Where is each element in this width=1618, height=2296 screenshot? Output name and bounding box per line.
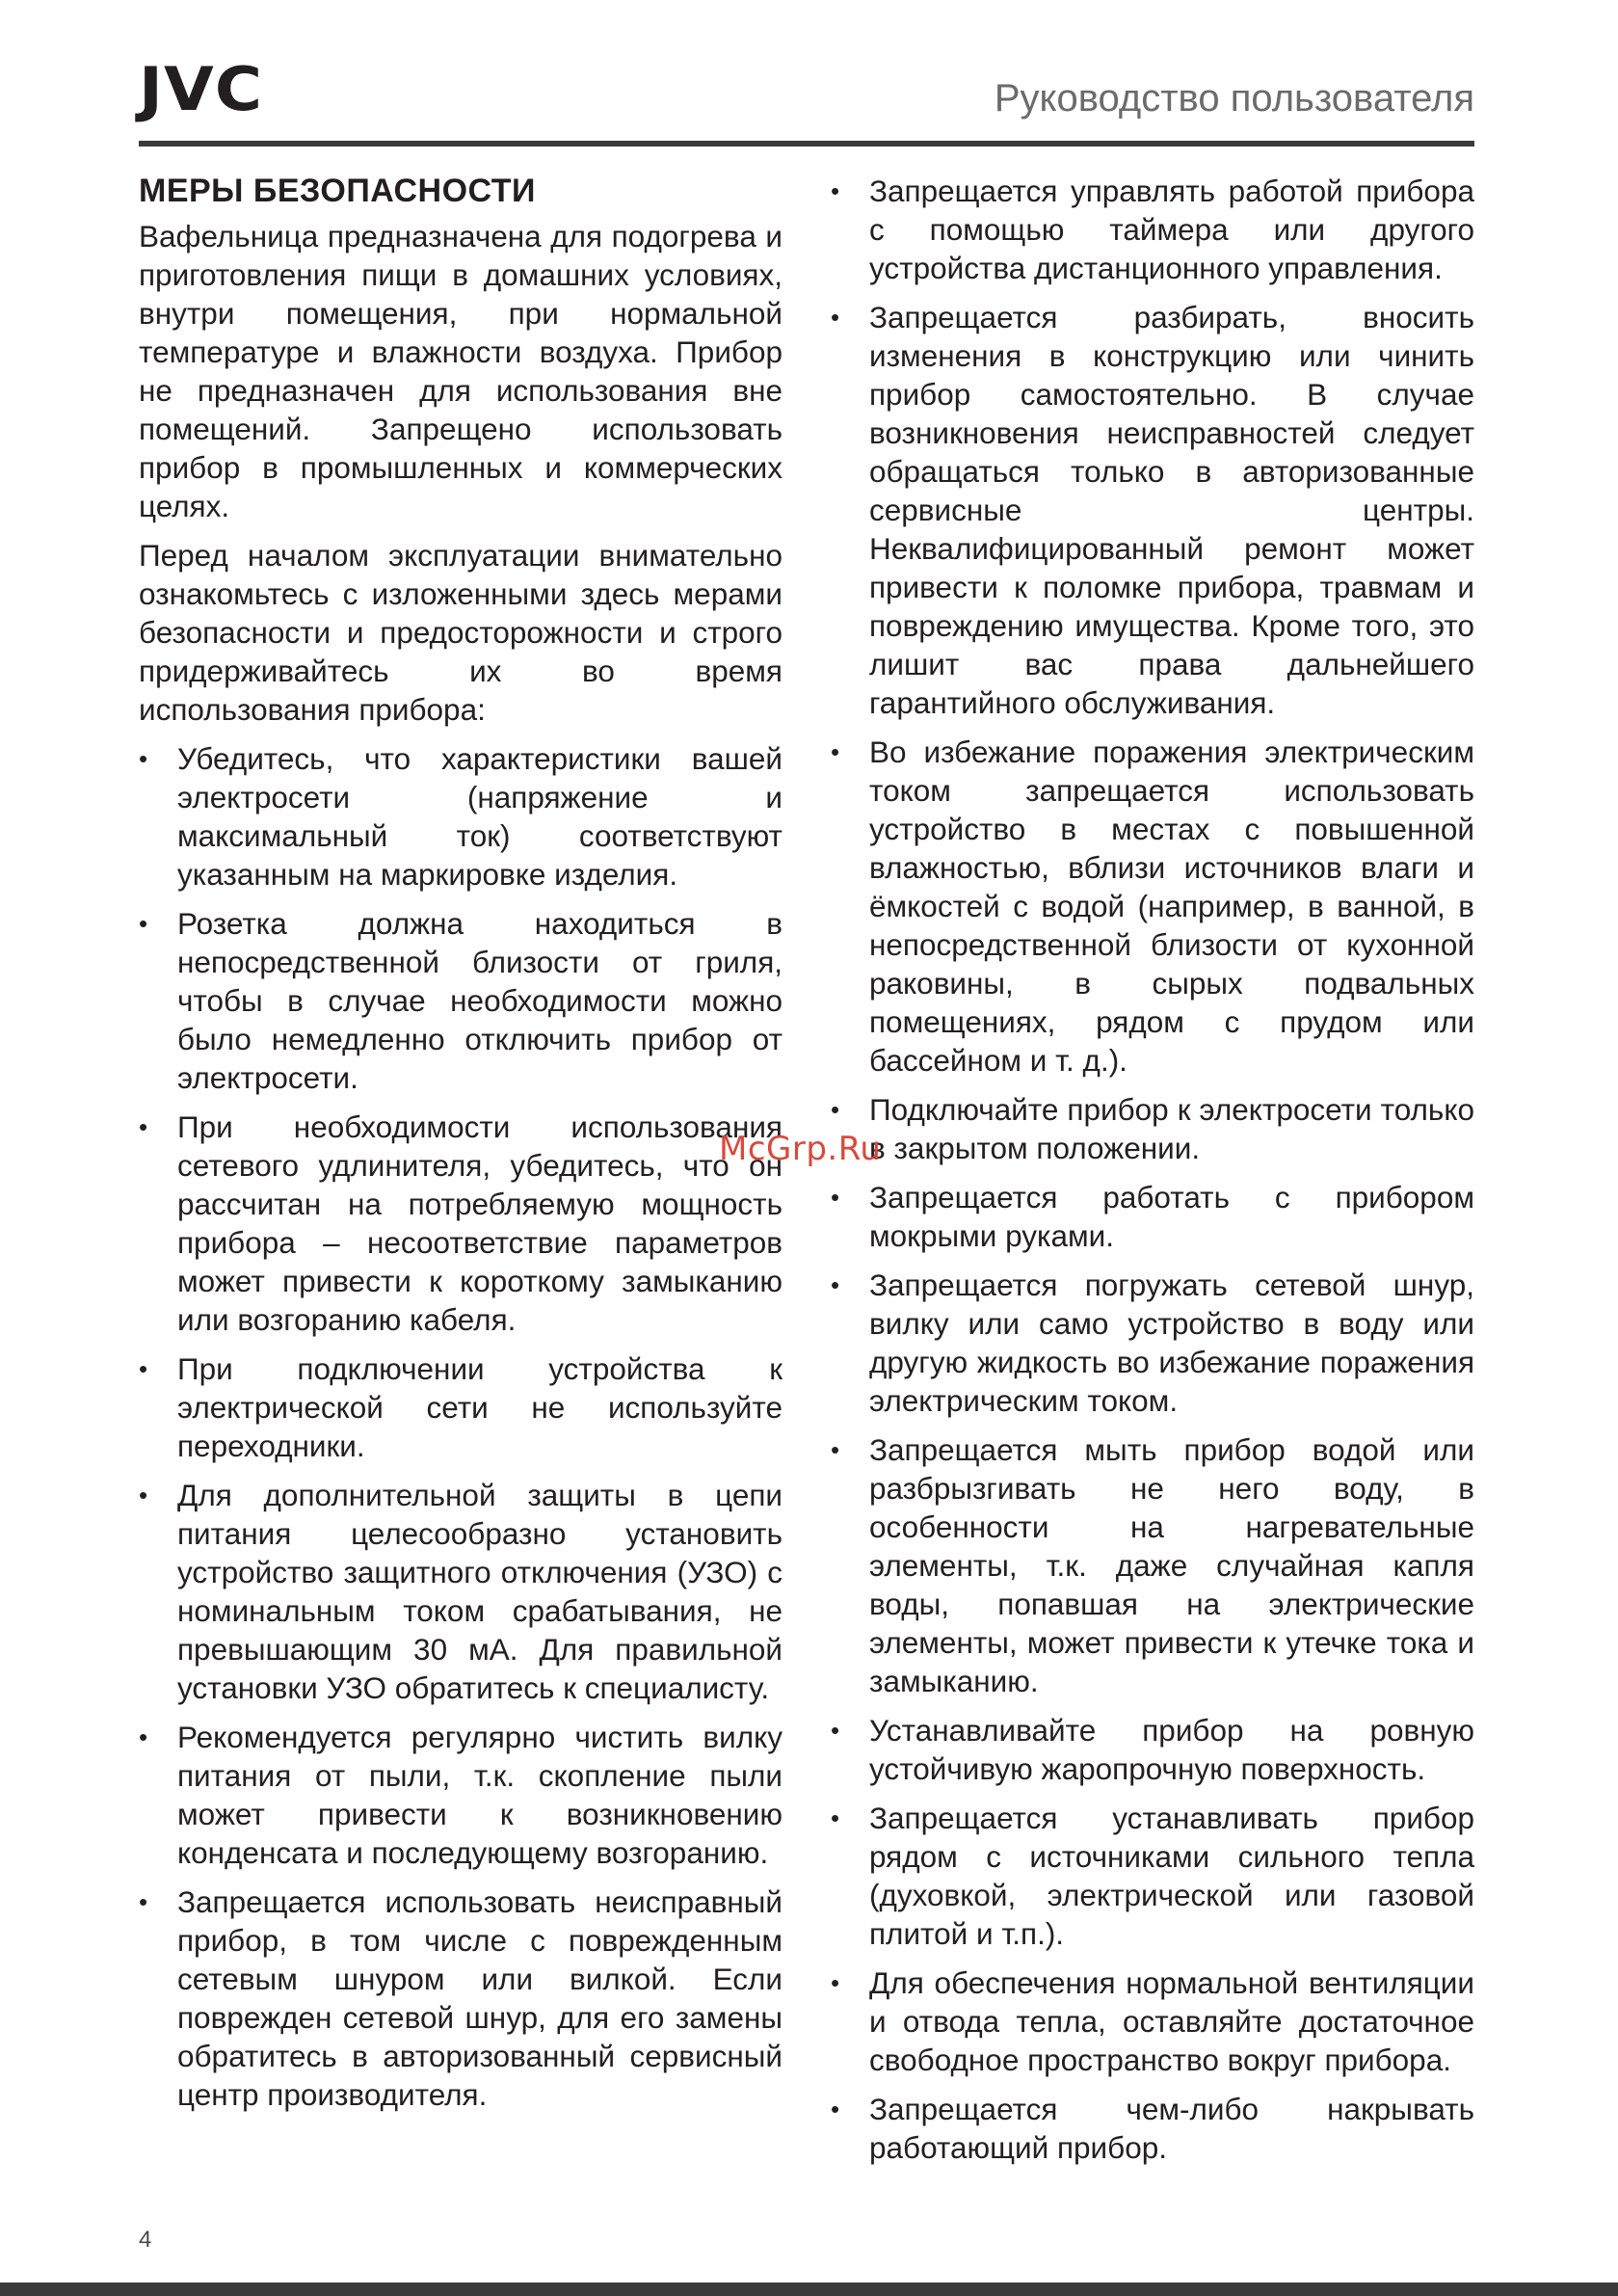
list-item: [831, 1799, 1474, 1953]
bullet-icon: •: [831, 1183, 840, 1212]
right-column: [831, 172, 1474, 2177]
list-item-text: Рекомендуется регулярно чистить вилку питания от пыли, т.к. скопление пыли может привести к возникновению конденсата и последующему возгоранию.: [177, 1720, 782, 1870]
list-item-text: Устанавливайте прибор на ровную устойчивую жаропрочную поверхность.: [869, 1713, 1474, 1786]
list-item-text: Запрещается мыть прибор водой или разбрызгивать не него воду, в особенности на нагревательные элементы, т.к. даже случайная капля воды, попавшая на электрические элементы, может привести к утечке тока и замыканию.: [869, 1432, 1474, 1698]
bottom-bar: [0, 2283, 1618, 2296]
bullet-icon: •: [831, 1968, 840, 1997]
safety-list-left: [139, 739, 782, 2114]
list-item: [139, 1718, 782, 1872]
brand-logo: JVC: [139, 54, 264, 124]
document-title: Руководство пользователя: [994, 77, 1474, 120]
list-item-text: Во избежание поражения электрическим током запрещается использовать устройство в местах с повышенной влажностью, вблизи источников влаги и ёмкостей с водой (например, в ванной, в непосредственной близости от кухонной раковины, в сырых подвальных помещениях, рядом с прудом или бассейном и т. д.).: [869, 734, 1474, 1078]
list-item-text: Запрещается погружать сетевой шнур, вилку или само устройство в воду или другую жидкость во избежание поражения электрическим током.: [869, 1268, 1474, 1418]
list-item: [139, 904, 782, 1097]
list-item-text: Для дополнительной защиты в цепи питания целесообразно установить устройство защитного отключения (УЗО) с номинальным током срабатывания, не превышающим 30 мА. Для правильной установки УЗО обратитесь к специалисту.: [177, 1478, 782, 1705]
bullet-icon: •: [139, 1722, 148, 1751]
list-item-text: Запрещается управлять работой прибора с помощью таймера или другого устройства дистанционного управления.: [869, 174, 1474, 285]
list-item-text: Подключайте прибор к электросети только в закрытом положении.: [869, 1092, 1474, 1165]
bullet-icon: •: [831, 1435, 840, 1464]
list-item-text: При подключении устройства к электрической сети не используйте переходники.: [177, 1351, 782, 1463]
list-item-text: Убедитесь, что характеристики вашей электросети (напряжение и максимальный ток) соответствуют указанным на маркировке изделия.: [177, 741, 782, 892]
list-item: [139, 1349, 782, 1465]
list-item-text: При необходимости использования сетевого удлинителя, убедитесь, что он рассчитан на потребляемую мощность прибора – несоответствие параметров может привести к короткому замыканию или возгоранию кабеля.: [177, 1109, 782, 1337]
section-title: МЕРЫ БЕЗОПАСНОСТИ: [139, 173, 536, 209]
bullet-icon: •: [831, 1716, 840, 1745]
bullet-icon: •: [831, 737, 840, 766]
list-item-text: Запрещается использовать неисправный прибор, в том числе с поврежденным сетевым шнуром или вилкой. Если поврежден сетевой шнур, для его замены обратитесь в авторизованный сервисный центр производителя.: [177, 1884, 782, 2112]
page-header: [139, 54, 1474, 147]
bullet-icon: •: [139, 909, 148, 938]
list-item: [139, 739, 782, 894]
list-item: [831, 1178, 1474, 1255]
list-item: [831, 2090, 1474, 2167]
list-item-text: Запрещается устанавливать прибор рядом с источниками сильного тепла (духовкой, электрической или газовой плитой и т.п.).: [869, 1801, 1474, 1951]
bullet-icon: •: [831, 2095, 840, 2123]
bullet-icon: •: [831, 1095, 840, 1124]
list-item: [831, 172, 1474, 287]
bullet-icon: •: [831, 176, 840, 205]
bullet-icon: •: [139, 1354, 148, 1383]
list-item: [831, 1963, 1474, 2079]
list-item: [831, 298, 1474, 722]
list-item-text: Для обеспечения нормальной вентиляции и отвода тепла, оставляйте достаточное свободное пространство вокруг прибора.: [869, 1965, 1474, 2077]
bullet-icon: •: [139, 1887, 148, 1916]
page-number: 4: [139, 2227, 152, 2253]
list-item-text: Розетка должна находиться в непосредственной близости от гриля, чтобы в случае необходимости можно было немедленно отключить прибор от электросети.: [177, 906, 782, 1095]
list-item: [139, 1882, 782, 2114]
intro-paragraph: Перед началом эксплуатации внимательно ознакомьтесь с изложенными здесь мерами безопасности и предосторожности и строго придерживайтесь их во время использования прибора:: [139, 538, 782, 727]
bullet-icon: •: [831, 1803, 840, 1832]
safety-list-right: [831, 172, 1474, 2167]
list-item-text: Запрещается чем-либо накрывать работающий прибор.: [869, 2092, 1474, 2165]
list-item: [831, 1430, 1474, 1700]
bullet-icon: •: [831, 303, 840, 332]
list-item: [831, 1266, 1474, 1420]
list-item: [831, 1711, 1474, 1788]
list-item-text: Запрещается работать с прибором мокрыми руками.: [869, 1180, 1474, 1253]
intro-paragraph: Вафельница предназначена для подогрева и приготовления пищи в домашних условиях, внутри помещения, при нормальной температуре и влажности воздуха. Прибор не предназначен для использования вне помещений. Запрещено использовать прибор в промышленных и коммерческих целях.: [139, 219, 782, 523]
bullet-icon: •: [139, 744, 148, 773]
watermark: McGrp.Ru: [719, 1130, 882, 1168]
bullet-icon: •: [139, 1112, 148, 1141]
list-item: [139, 1476, 782, 1707]
list-item: [139, 1108, 782, 1339]
list-item-text: Запрещается разбирать, вносить изменения в конструкцию или чинить прибор самостоятельно. В случае возникновения неисправностей следует обращаться только в авторизованные сервисные центры. Неквалифицированный ремонт может привести к поломке прибора, травмам и повреждению имущества. Кроме того, это лишит вас права дальнейшего гарантийного обслуживания.: [869, 300, 1474, 720]
bullet-icon: •: [831, 1270, 840, 1299]
list-item: [831, 733, 1474, 1080]
left-column: [139, 172, 782, 2124]
bullet-icon: •: [139, 1481, 148, 1509]
list-item: [831, 1090, 1474, 1167]
